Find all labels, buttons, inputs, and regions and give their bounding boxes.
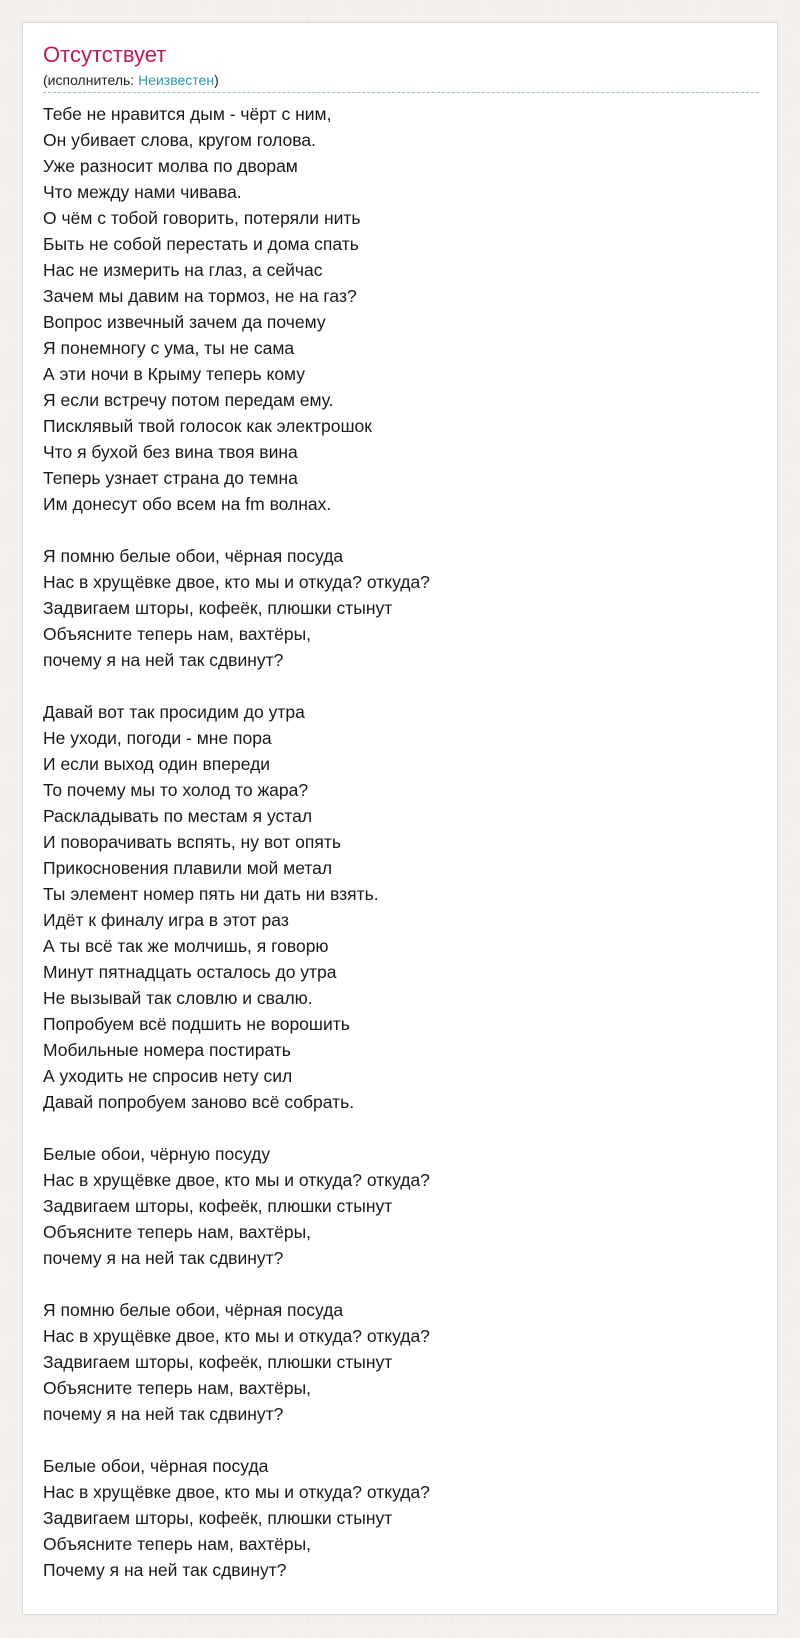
lyric-line: Что я бухой без вина твоя вина bbox=[43, 442, 298, 462]
lyric-line: Объясните теперь нам, вахтёры, bbox=[43, 624, 312, 644]
lyric-line: Нас в хрущёвке двое, кто мы и откуда? откуда? bbox=[43, 572, 430, 592]
stanza-break bbox=[43, 1271, 759, 1297]
lyric-line: Не вызывай так словлю и свалю. bbox=[43, 988, 313, 1008]
lyric-line: Что между нами чивава. bbox=[43, 182, 242, 202]
lyric-line: Зачем мы давим на тормоз, не на газ? bbox=[43, 286, 357, 306]
lyric-line: Ты элемент номер пять ни дать ни взять. bbox=[43, 884, 379, 904]
lyric-line: Теперь узнает страна до темна bbox=[43, 468, 298, 488]
lyric-line: Объясните теперь нам, вахтёры, bbox=[43, 1534, 312, 1554]
lyric-line: Объясните теперь нам, вахтёры, bbox=[43, 1222, 312, 1242]
lyric-line: Нас в хрущёвке двое, кто мы и откуда? откуда? bbox=[43, 1170, 430, 1190]
artist-line bbox=[43, 71, 759, 89]
lyric-line: А уходить не спросив нету сил bbox=[43, 1066, 293, 1086]
lyric-line: И поворачивать вспять, ну вот опять bbox=[43, 832, 341, 852]
lyric-line: Почему я на ней так сдвинут? bbox=[43, 1560, 287, 1580]
stanza-break bbox=[43, 1115, 759, 1141]
lyric-line: Идёт к финалу игра в этот раз bbox=[43, 910, 289, 930]
lyric-line: И если выход один впереди bbox=[43, 754, 271, 774]
lyric-line: Белые обои, чёрная посуда bbox=[43, 1456, 269, 1476]
header-divider bbox=[43, 92, 759, 93]
lyric-line: Объясните теперь нам, вахтёры, bbox=[43, 1378, 312, 1398]
lyric-line: Не уходи, погоди - мне пора bbox=[43, 728, 272, 748]
lyric-line: Быть не собой перестать и дома спать bbox=[43, 234, 359, 254]
lyric-line: Мобильные номера постирать bbox=[43, 1040, 291, 1060]
lyric-line: Нас не измерить на глаз, а сейчас bbox=[43, 260, 323, 280]
lyric-line: Белые обои, чёрную посуду bbox=[43, 1144, 271, 1164]
lyric-line: Задвигаем шторы, кофеёк, плюшки стынут bbox=[43, 1508, 393, 1528]
artist-prefix: (исполнитель: bbox=[43, 72, 139, 88]
lyric-line: Я если встречу потом передам ему. bbox=[43, 390, 334, 410]
lyric-line: Вопрос извечный зачем да почему bbox=[43, 312, 326, 332]
lyric-line: Я помню белые обои, чёрная посуда bbox=[43, 546, 344, 566]
lyrics-card bbox=[22, 22, 778, 1615]
lyric-line: Задвигаем шторы, кофеёк, плюшки стынут bbox=[43, 1196, 393, 1216]
stanza-break bbox=[43, 673, 759, 699]
lyric-line: Я понемногу с ума, ты не сама bbox=[43, 338, 295, 358]
lyric-line: Я помню белые обои, чёрная посуда bbox=[43, 1300, 344, 1320]
artist-suffix: ) bbox=[214, 72, 219, 88]
lyric-line: Им донесут обо всем на fm волнах. bbox=[43, 494, 332, 514]
lyric-line: Давай вот так просидим до утра bbox=[43, 702, 305, 722]
lyric-line: почему я на ней так сдвинут? bbox=[43, 1404, 284, 1424]
lyric-line: Раскладывать по местам я устал bbox=[43, 806, 313, 826]
lyric-line: Задвигаем шторы, кофеёк, плюшки стынут bbox=[43, 598, 393, 618]
song-header bbox=[43, 41, 759, 89]
lyric-line: почему я на ней так сдвинут? bbox=[43, 650, 284, 670]
lyric-line: А ты всё так же молчишь, я говорю bbox=[43, 936, 329, 956]
stanza-break bbox=[43, 1427, 759, 1453]
lyric-line: Давай попробуем заново всё собрать. bbox=[43, 1092, 355, 1112]
lyric-line: О чём с тобой говорить, потеряли нить bbox=[43, 208, 361, 228]
lyric-line: Попробуем всё подшить не ворошить bbox=[43, 1014, 350, 1034]
lyric-line: Нас в хрущёвке двое, кто мы и откуда? откуда? bbox=[43, 1326, 430, 1346]
lyric-line: Он убивает слова, кругом голова. bbox=[43, 130, 316, 150]
lyric-line: Прикосновения плавили мой метал bbox=[43, 858, 333, 878]
lyric-line: Задвигаем шторы, кофеёк, плюшки стынут bbox=[43, 1352, 393, 1372]
artist-link[interactable]: Неизвестен bbox=[138, 72, 215, 88]
stanza-break bbox=[43, 517, 759, 543]
lyric-line: почему я на ней так сдвинут? bbox=[43, 1248, 284, 1268]
lyric-line: То почему мы то холод то жара? bbox=[43, 780, 309, 800]
lyric-line: Минут пятнадцать осталось до утра bbox=[43, 962, 337, 982]
lyrics-body bbox=[43, 101, 759, 1583]
lyric-line: Нас в хрущёвке двое, кто мы и откуда? откуда? bbox=[43, 1482, 430, 1502]
song-title: Отсутствует bbox=[43, 42, 167, 67]
lyric-line: Писклявый твой голосок как электрошок bbox=[43, 416, 372, 436]
lyric-line: Тебе не нравится дым - чёрт с ним, bbox=[43, 104, 332, 124]
lyric-line: А эти ночи в Крыму теперь кому bbox=[43, 364, 306, 384]
lyric-line: Уже разносит молва по дворам bbox=[43, 156, 298, 176]
